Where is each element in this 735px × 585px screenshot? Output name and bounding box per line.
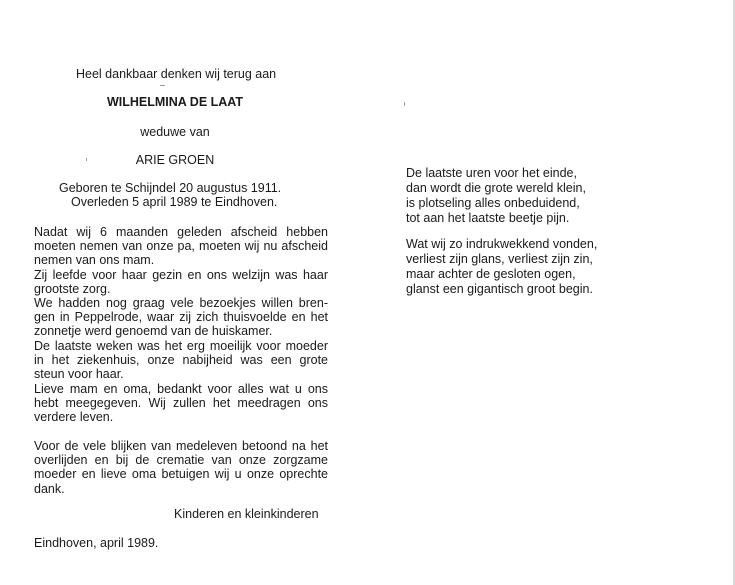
text-line: nemen van ons mam. xyxy=(34,253,155,268)
poem-line: De laatste uren voor het einde, xyxy=(406,166,577,180)
text-line: gen in Peppelrode, waar zij zich thuisvoelde en het xyxy=(34,310,328,325)
poem-line: verliest zijn glans, verliest zijn zin, xyxy=(406,252,593,266)
birth-text: Geboren te Schijndel 20 augustus 1911. xyxy=(59,181,282,195)
paragraph-3 xyxy=(34,296,328,339)
paragraph-5 xyxy=(34,382,328,425)
poem-stanza-2 xyxy=(406,237,597,297)
text-line: overlijden en bij de crematie van onze zorgzame xyxy=(34,453,328,468)
text-line: steun voor haar. xyxy=(34,367,124,382)
spouse-name: ARIE GROEN xyxy=(135,153,215,167)
poem-line: dan wordt die grote wereld klein, xyxy=(406,181,586,195)
widow-of-text: weduwe van xyxy=(140,125,210,139)
intro-text: Heel dankbaar denken wij terug aan xyxy=(76,67,277,81)
poem-line: is plotseling alles onbeduidend, xyxy=(406,196,580,210)
poem-line: glanst een gigantisch groot begin. xyxy=(406,282,593,296)
poem-line: Wat wij zo indrukwekkend vonden, xyxy=(406,237,598,251)
signature: Kinderen en kleinkinderen xyxy=(174,507,319,521)
paragraph-6 xyxy=(34,439,328,496)
text-line: dank. xyxy=(34,481,65,496)
paragraph-1 xyxy=(34,225,328,268)
text-line: zonnetje werd genoemd van de huiskamer. xyxy=(34,324,273,339)
text-line: moeder en lieve oma betuigen wij u onze oprechte xyxy=(34,467,328,482)
deceased-name: WILHELMINA DE LAAT xyxy=(106,95,244,109)
text-line: Nadat wij 6 maanden geleden afscheid hebben xyxy=(34,225,328,239)
text-line: moeten nemen van onze pa, moeten wij nu afscheid xyxy=(34,239,328,254)
text-line: in het ziekenhuis, onze nabijheid was een grote xyxy=(34,353,328,368)
poem-line: maar achter de gesloten ogen, xyxy=(406,267,576,281)
text-line: Lieve mam en oma, bedankt voor alles wat u ons xyxy=(34,382,328,396)
paragraph-4 xyxy=(34,339,328,382)
poem-stanza-1 xyxy=(406,166,586,226)
text-line: Zij leefde voor haar gezin en ons welzijn was haar xyxy=(34,268,328,282)
paragraph-2 xyxy=(34,268,328,296)
death-text: Overleden 5 april 1989 te Eindhoven. xyxy=(71,195,278,209)
text-line: grootste zorg. xyxy=(34,282,111,297)
text-line: De laatste weken was het erg moeilijk voor moeder xyxy=(34,339,328,353)
place-date: Eindhoven, april 1989. xyxy=(34,536,159,550)
poem-line: tot aan het laatste beetje pijn. xyxy=(406,211,570,225)
text-line: verdere leven. xyxy=(34,410,114,425)
scan-speck xyxy=(404,102,405,106)
text-line: Voor de vele blijken van medeleven betoond na het xyxy=(34,439,328,453)
scan-speck xyxy=(160,85,165,86)
text-line: We hadden nog graag vele bezoekjes willen bren- xyxy=(34,296,328,310)
text-line: hebt meegegeven. Wij zullen het meedragen ons xyxy=(34,396,328,411)
